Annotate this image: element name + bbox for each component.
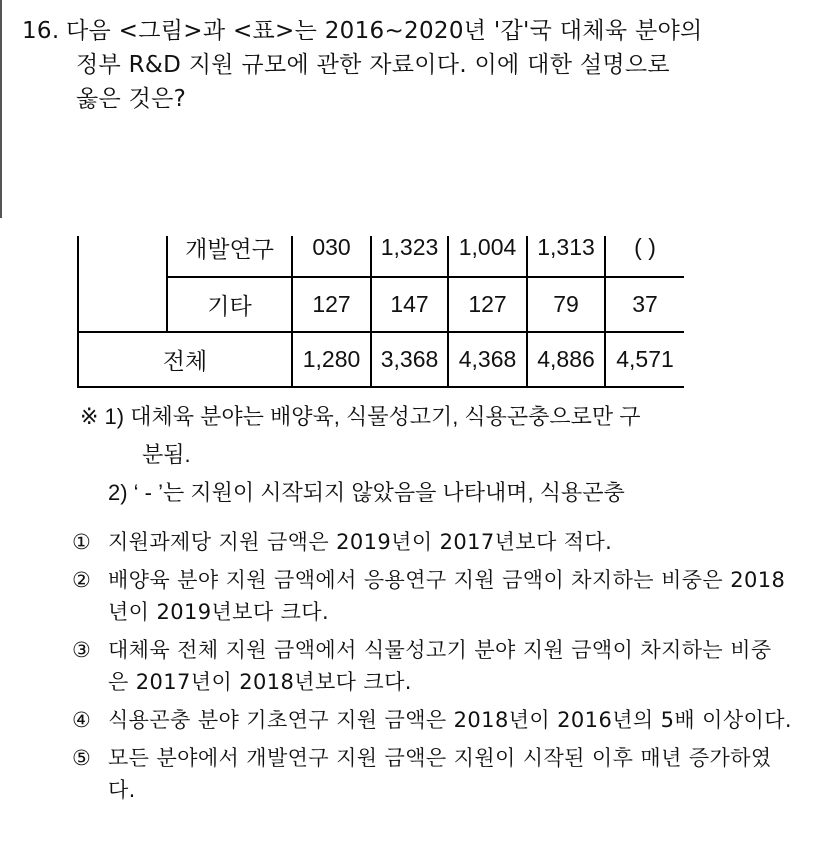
cell: ( ) (605, 236, 684, 277)
cell: 147 (371, 277, 448, 332)
data-table-cropped (77, 236, 684, 389)
answer-choices (72, 526, 792, 812)
question-line-3: 옳은 것은? (76, 86, 187, 112)
choice-3[interactable] (72, 634, 792, 698)
choice-1[interactable] (72, 526, 792, 558)
table-row (78, 236, 684, 277)
choice-marker: ③ (72, 638, 92, 662)
row-label: 전체 (78, 332, 292, 387)
support-table (77, 236, 684, 388)
question-number: 16. (22, 18, 60, 44)
table-notes (80, 398, 700, 512)
cell: 4,571 (605, 332, 684, 387)
choice-text: 대체육 전체 지원 금액에서 식물성고기 분야 지원 금액이 차지하는 비중은 2017년이 2018년보다 크다. (108, 638, 772, 694)
cell: 127 (448, 277, 527, 332)
choice-5[interactable] (72, 742, 792, 806)
cell: 1,323 (371, 236, 448, 277)
row-label: 기타 (167, 277, 292, 332)
cell: 1,280 (292, 332, 371, 387)
choice-text: 지원과제당 지원 금액은 2019년이 2017년보다 적다. (108, 530, 613, 554)
choice-text: 배양육 분야 지원 금액에서 응용연구 지원 금액이 차지하는 비중은 2018년이 2019년보다 크다. (108, 568, 786, 624)
cell: 37 (605, 277, 684, 332)
question-stem (22, 14, 802, 116)
choice-marker: ② (72, 568, 92, 592)
choice-text: 모든 분야에서 개발연구 지원 금액은 지원이 시작된 이후 매년 증가하였다. (108, 746, 772, 802)
note-1: ※ 1) 대체육 분야는 배양육, 식물성고기, 식용곤충으로만 구 (80, 404, 641, 429)
cell: 3,368 (371, 332, 448, 387)
choice-4[interactable] (72, 704, 792, 736)
choice-marker: ① (72, 530, 92, 554)
choice-marker: ⑤ (72, 746, 92, 770)
table-row-total (78, 332, 684, 387)
cell: 030 (292, 236, 371, 277)
note-1-continued: 분됨. (142, 442, 191, 467)
question-line-1: 16. 다음 <그림>과 <표>는 2016~2020년 '갑'국 대체육 분야의 (22, 14, 802, 48)
note-2: 2) ‘ - ’는 지원이 시작되지 않았음을 나타내며, 식용곤충 (108, 480, 625, 505)
group-cell (78, 236, 167, 332)
question-line-2: 정부 R&D 지원 규모에 관한 자료이다. 이에 대한 설명으로 (76, 52, 670, 78)
table-row (78, 277, 684, 332)
cell: 79 (527, 277, 605, 332)
cell: 4,886 (527, 332, 605, 387)
choice-2[interactable] (72, 564, 792, 628)
row-label: 개발연구 (167, 236, 292, 277)
left-margin-rule (0, 0, 2, 218)
cell: 127 (292, 277, 371, 332)
cell: 4,368 (448, 332, 527, 387)
cell: 1,313 (527, 236, 605, 277)
cell: 1,004 (448, 236, 527, 277)
choice-marker: ④ (72, 708, 92, 732)
choice-text: 식용곤충 분야 기초연구 지원 금액은 2018년이 2016년의 5배 이상이다. (108, 708, 792, 732)
